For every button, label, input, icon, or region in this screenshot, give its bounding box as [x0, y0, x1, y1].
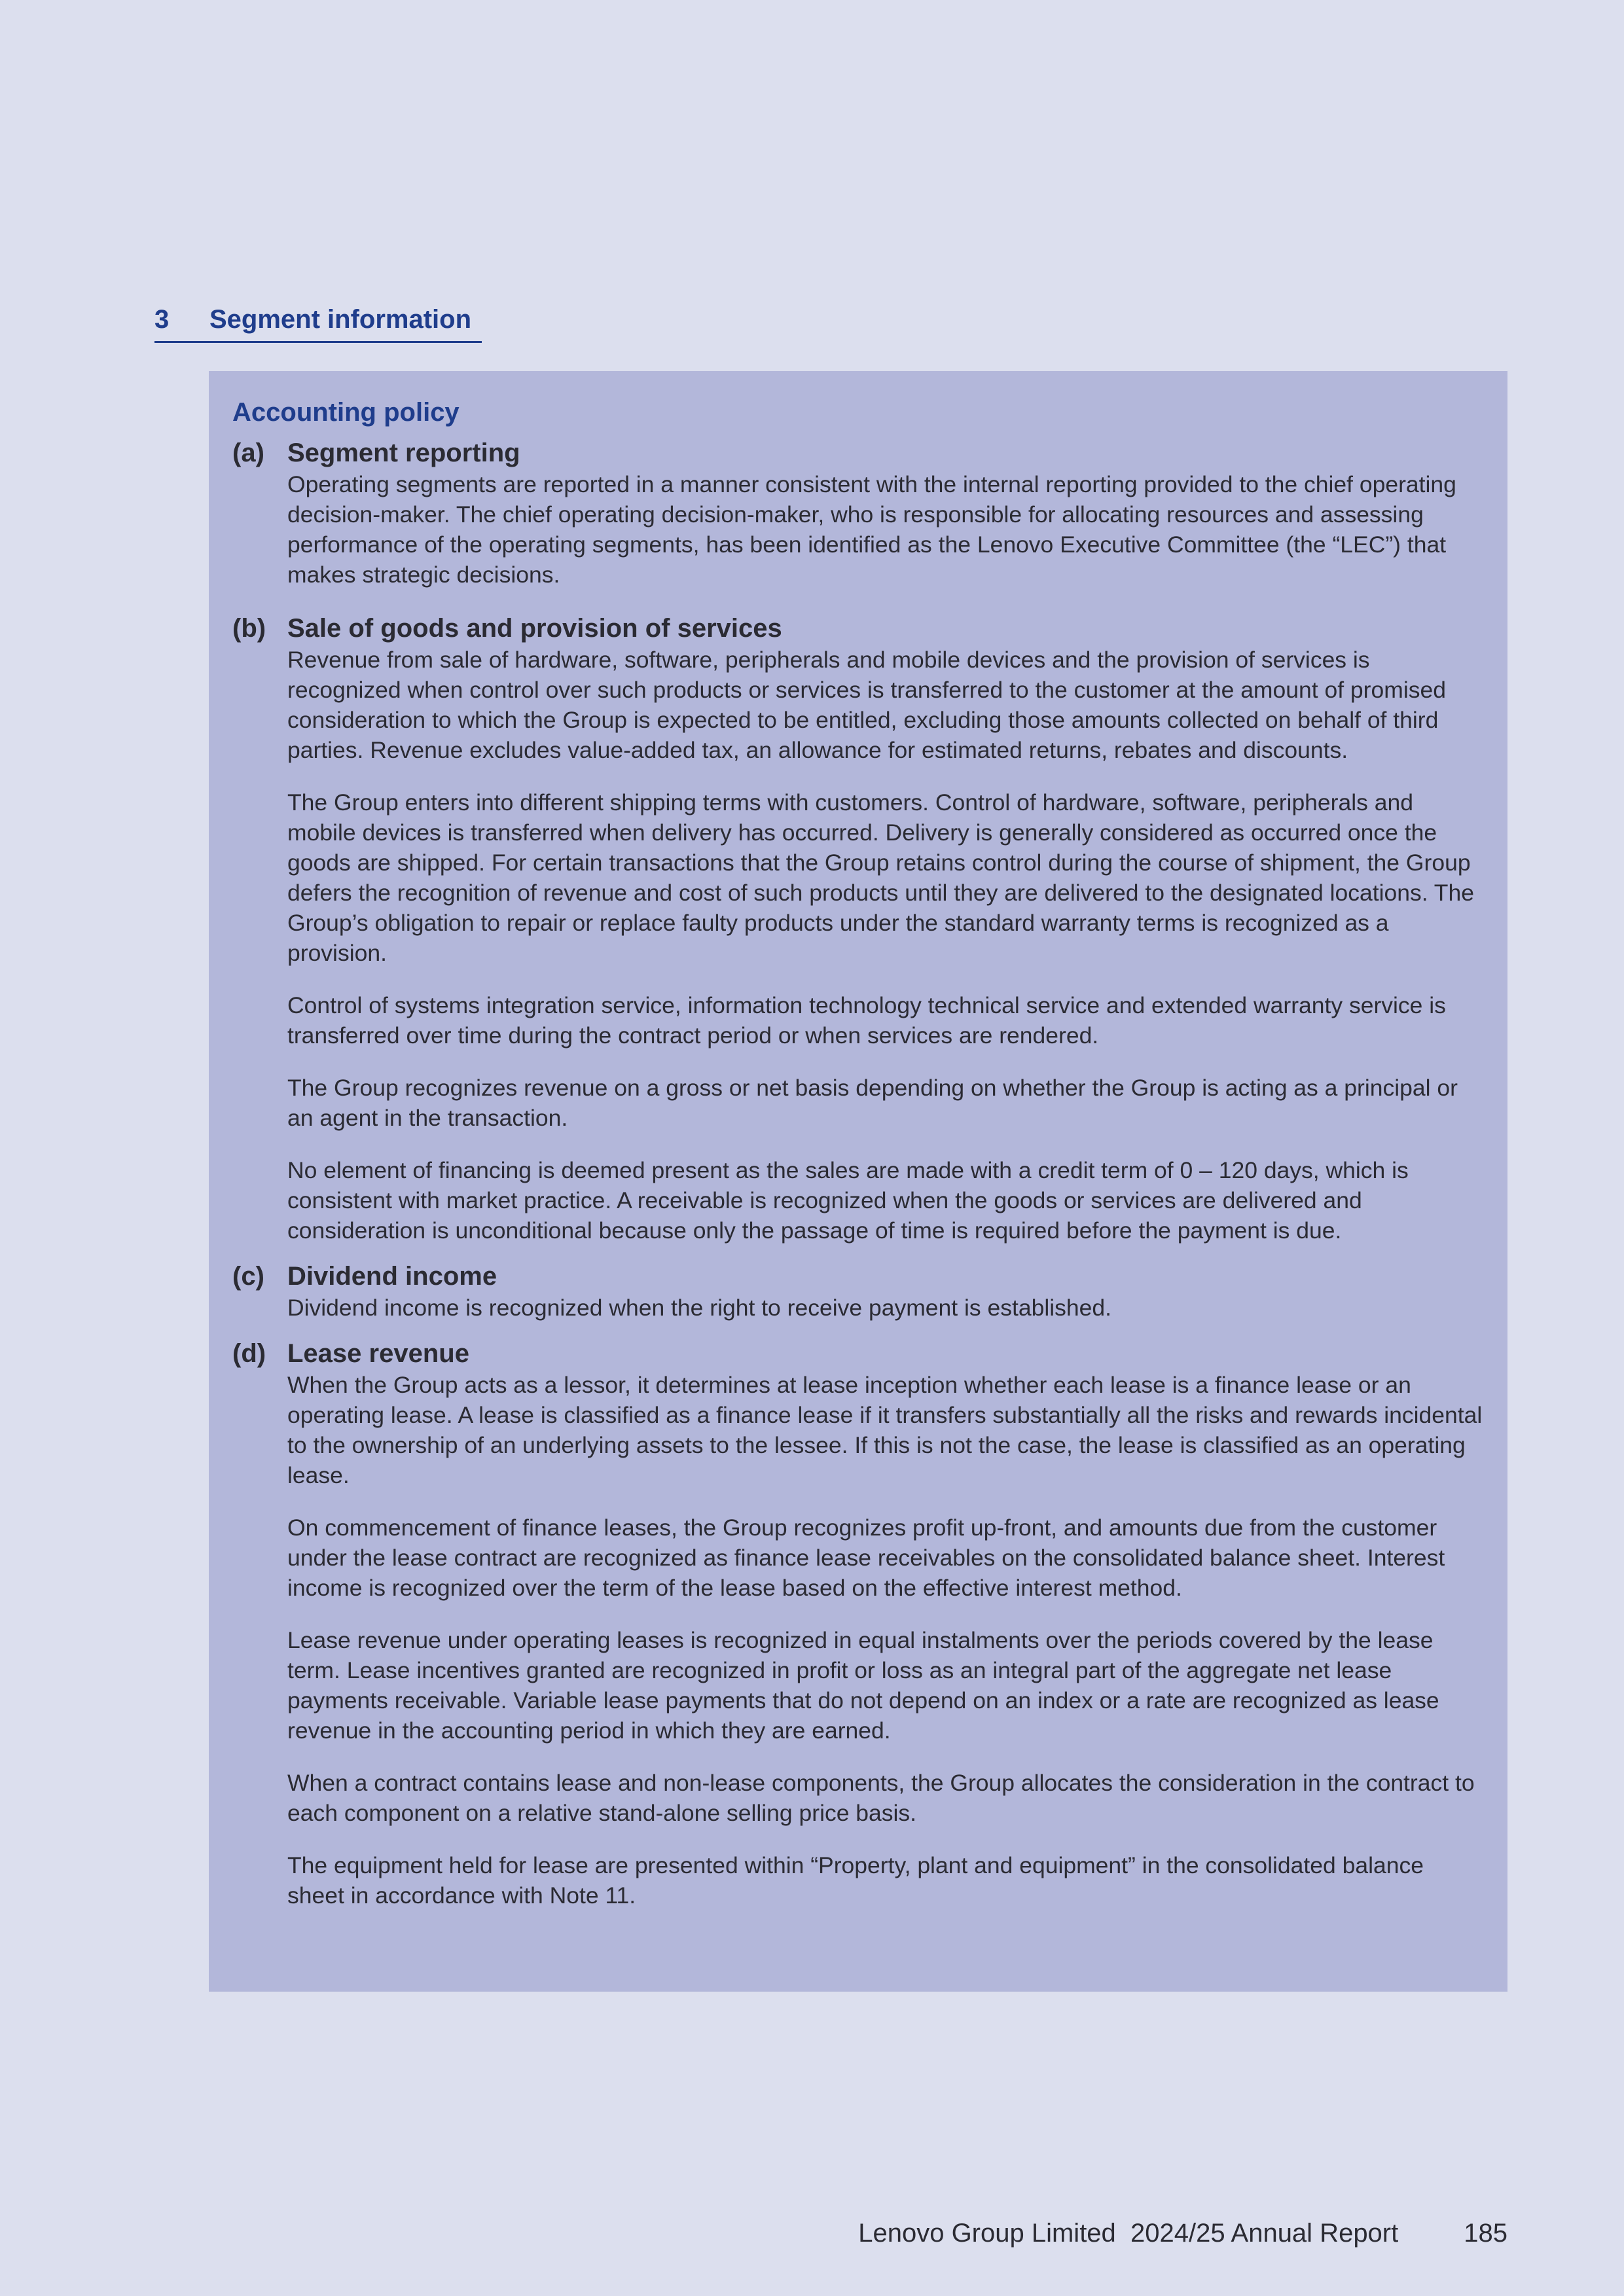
item-body [232, 645, 1484, 1246]
accounting-policy-title: Accounting policy [232, 398, 460, 427]
item-label: (c) [232, 1262, 264, 1291]
item-body [232, 469, 1484, 590]
item-title: Dividend income [287, 1262, 497, 1291]
accounting-policy-box [209, 371, 1507, 1992]
policy-item-lease-revenue [232, 1337, 1484, 1910]
paragraph: On commencement of finance leases, the Group recognizes profit up-front, and amounts due from the customer under the lease contract are recognized as finance lease receivables on the consolidated balance sheet. Interest income is recognized over the term of the lease based on the effective interest method. [287, 1515, 1445, 1601]
footer-report-title: Lenovo Group Limited 2024/25 Annual Report [858, 2219, 1399, 2248]
item-title: Lease revenue [287, 1339, 469, 1368]
paragraph: The equipment held for lease are presented within “Property, plant and equipment” in the consolidated balance sheet in accordance with Note 11. [287, 1852, 1424, 1909]
paragraph: No element of financing is deemed present as the sales are made with a credit term of 0 – 120 days, which is consistent with market practice. A receivable is recognized when the goods or services are delivered and consideration is unconditional because only the passage of time is required before the payment is due. [287, 1157, 1409, 1244]
section-heading [154, 305, 482, 343]
page-number: 185 [1464, 2219, 1507, 2248]
policy-item-dividend-income [232, 1260, 1484, 1323]
item-heading [232, 1337, 1484, 1370]
item-heading [232, 612, 1484, 645]
paragraph: Dividend income is recognized when the right to receive payment is established. [287, 1295, 1111, 1321]
paragraph: The Group recognizes revenue on a gross or net basis depending on whether the Group is acting as a principal or an agent in the transaction. [287, 1075, 1458, 1131]
paragraph: Control of systems integration service, information technology technical service and extended warranty service is transferred over time during the contract period or when services are rendered. [287, 992, 1446, 1049]
page-footer [858, 2219, 1507, 2248]
section-number: 3 [154, 305, 170, 334]
item-heading [232, 437, 1484, 469]
item-body [232, 1370, 1484, 1910]
item-body [232, 1293, 1484, 1323]
policy-item-segment-reporting [232, 437, 1484, 590]
item-heading [232, 1260, 1484, 1293]
paragraph: When the Group acts as a lessor, it determines at lease inception whether each lease is a finance lease or an operating lease. A lease is classified as a finance lease if it transfers substantially all the risks and rewards incidental to the ownership of an underlying assets to the lessee. If this is not the case, the lease is classified as an operating lease. [287, 1372, 1483, 1488]
item-title: Segment reporting [287, 439, 520, 467]
paragraph: The Group enters into different shipping terms with customers. Control of hardware, software, peripherals and mobile devices is transferred when delivery has occurred. Delivery is generally considered as occurred once the goods are shipped. For certain transactions that the Group retains control during the course of shipment, the Group defers the recognition of revenue and cost of such products until they are delivered to the designated locations. The Group’s obligation to repair or replace faulty products under the standard warranty terms is recognized as a provision. [287, 789, 1474, 966]
item-label: (b) [232, 614, 266, 643]
paragraph: Revenue from sale of hardware, software, peripherals and mobile devices and the provision of services is recognized when control over such products or services is transferred to the customer at the amount of promised consideration to which the Group is expected to be entitled, excluding those amounts collected on behalf of third parties. Revenue excludes value-added tax, an allowance for estimated returns, rebates and discounts. [287, 647, 1446, 763]
paragraph: Lease revenue under operating leases is recognized in equal instalments over the periods covered by the lease term. Lease incentives granted are recognized in profit or loss as an integral part of the aggregate net lease payments receivable. Variable lease payments that do not depend on an index or a rate are recognized as lease revenue in the accounting period in which they are earned. [287, 1627, 1439, 1744]
item-label: (a) [232, 439, 264, 467]
paragraph: Operating segments are reported in a manner consistent with the internal reporting provided to the chief operating decision-maker. The chief operating decision-maker, who is responsible for allocating resources and assessing performance of the operating segments, has been identified as the Lenovo Executive Committee (the “LEC”) that makes strategic decisions. [287, 471, 1456, 588]
paragraph: When a contract contains lease and non-lease components, the Group allocates the consideration in the contract to each component on a relative stand-alone selling price basis. [287, 1770, 1475, 1826]
policy-item-sale-of-goods [232, 612, 1484, 1246]
item-title: Sale of goods and provision of services [287, 614, 782, 643]
item-label: (d) [232, 1339, 266, 1368]
section-title: Segment information [209, 305, 472, 334]
